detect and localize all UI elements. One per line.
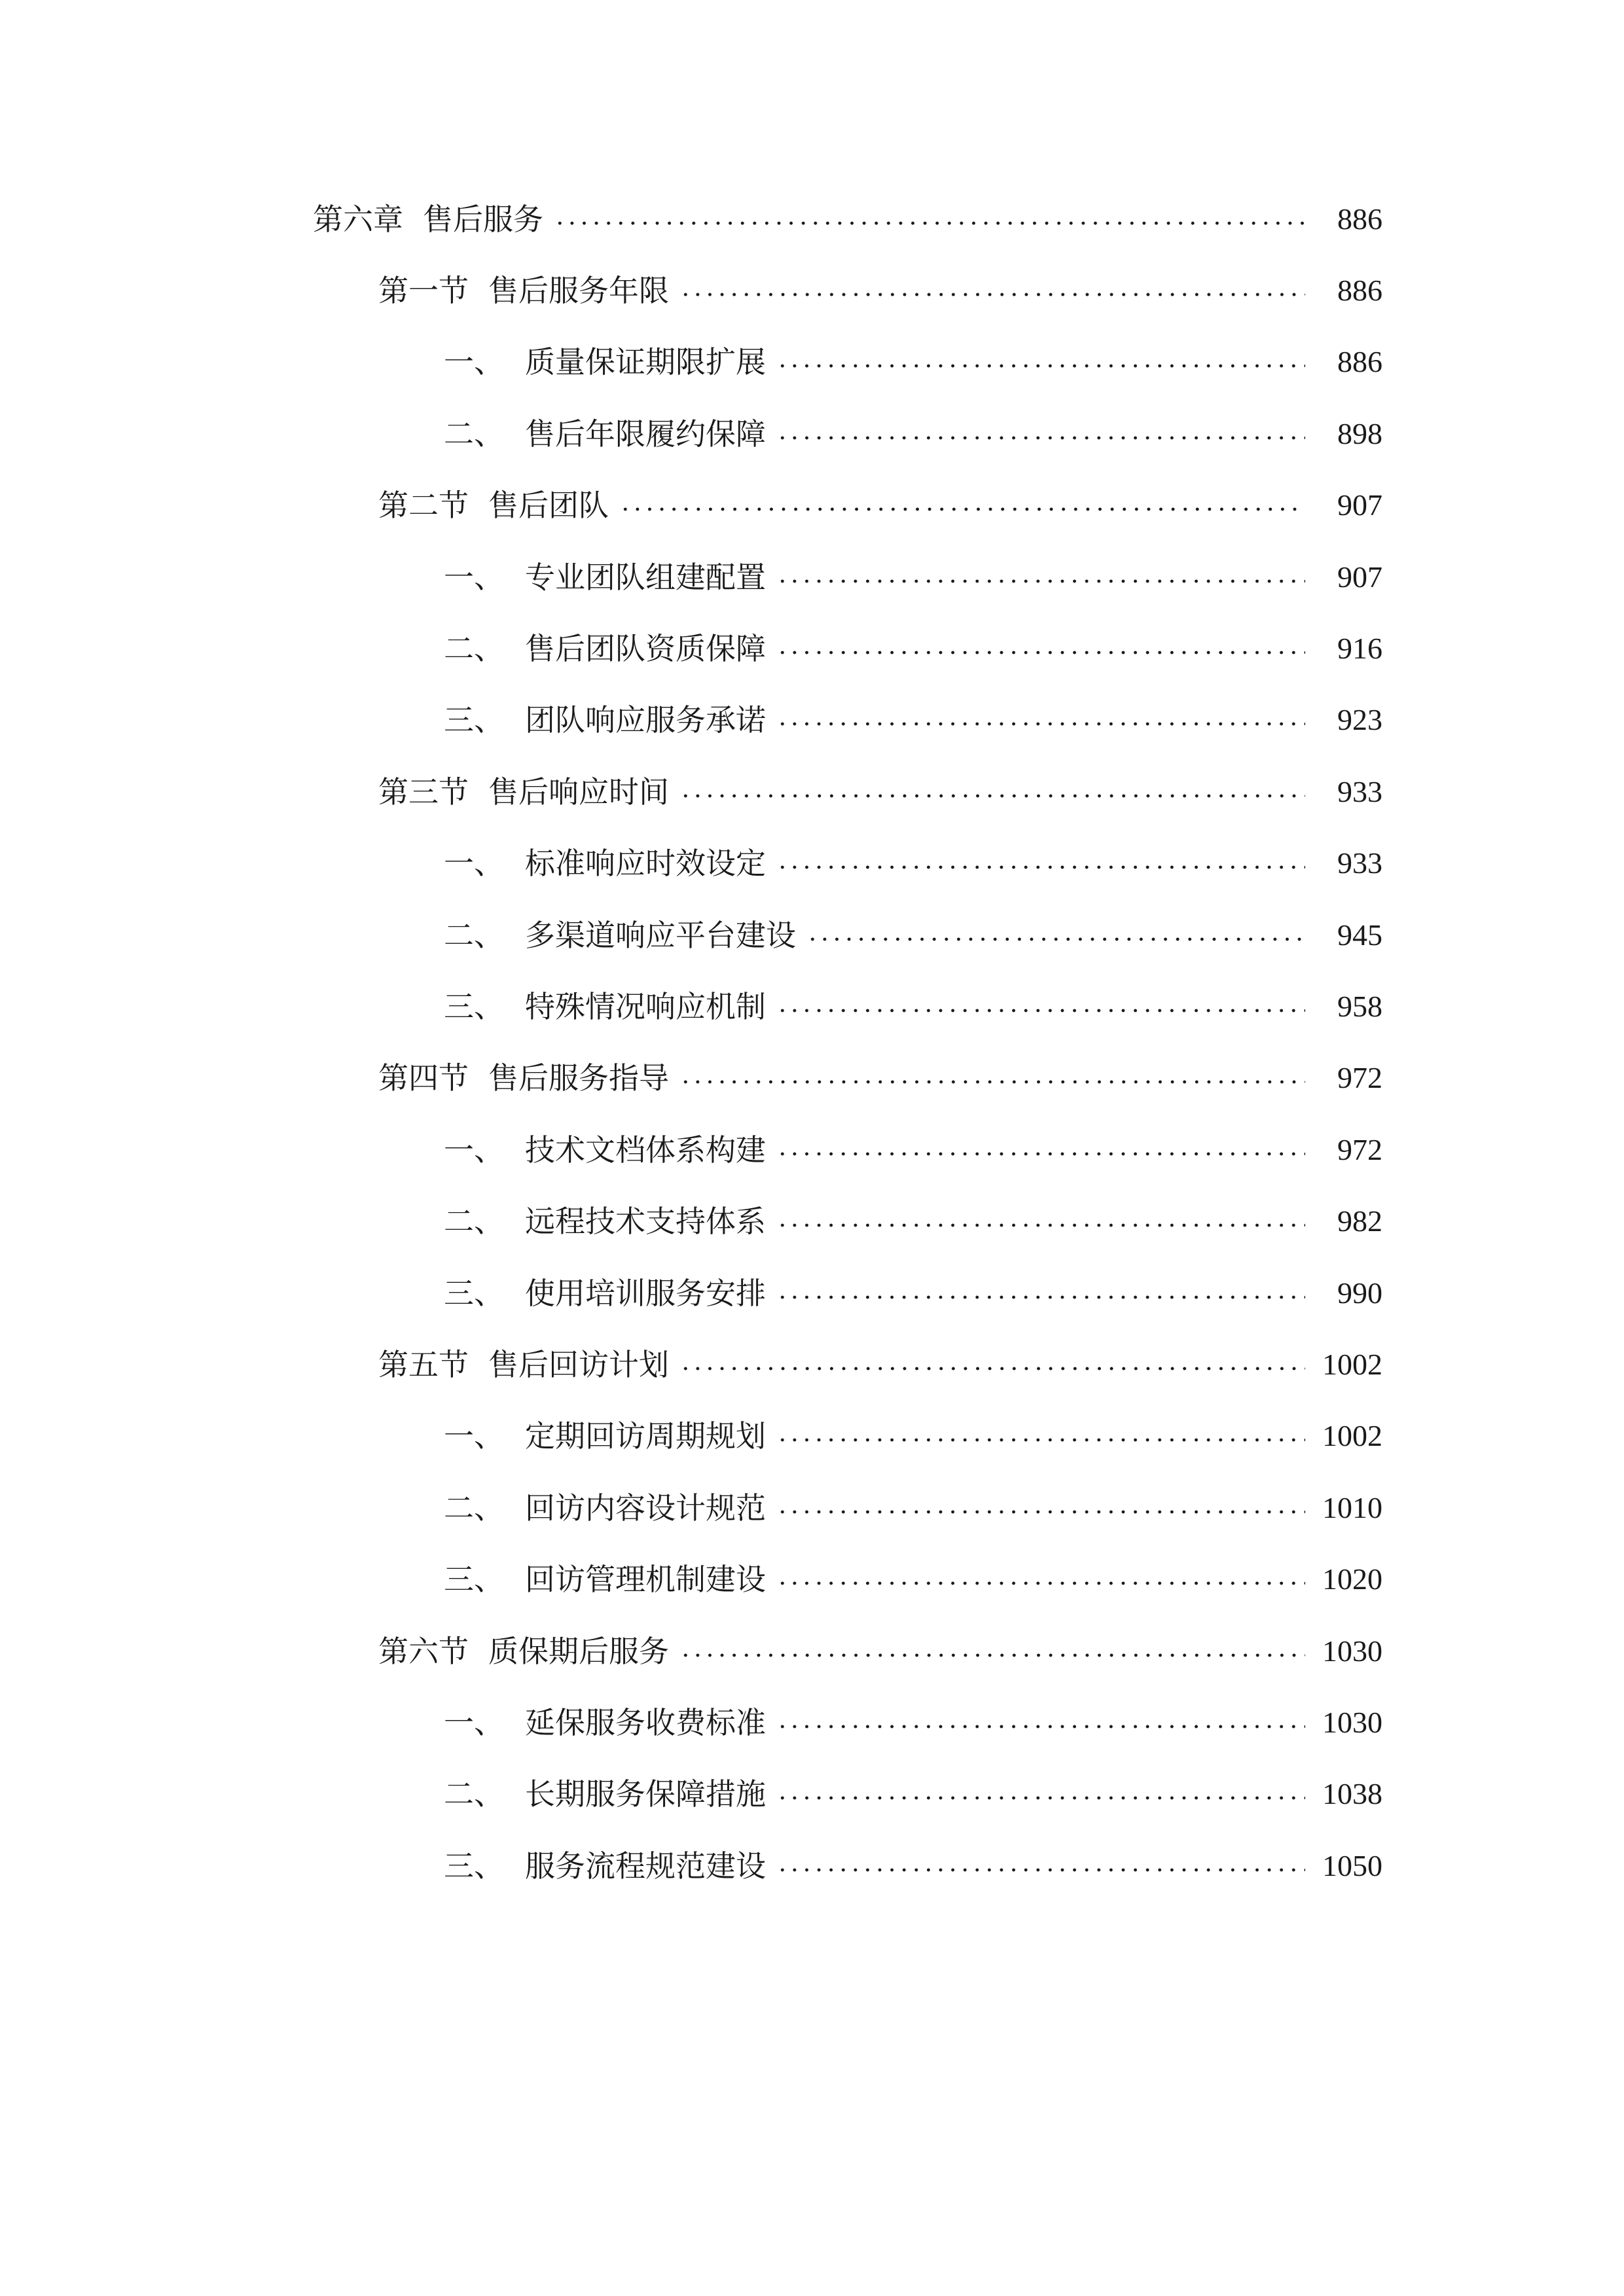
toc-entry-title: 售后团队资质保障 [525, 631, 766, 667]
toc-dot-leader [679, 1079, 1305, 1085]
toc-entry-label [378, 1346, 669, 1382]
toc-entry-number: 二、 [444, 1490, 504, 1526]
toc-page-number: 1038 [1322, 1777, 1382, 1811]
toc-entry-section[interactable] [313, 1615, 1382, 1687]
toc-entry-number: 第二节 [378, 488, 469, 524]
toc-entry-title: 专业团队组建配置 [525, 559, 766, 595]
toc-page-number: 933 [1337, 846, 1382, 880]
toc-entry-label [444, 1776, 766, 1812]
toc-entry-title: 质保期后服务 [488, 1633, 669, 1669]
toc-entry-number: 三、 [444, 1562, 504, 1598]
toc-dot-leader [679, 1365, 1305, 1372]
toc-entry-label [444, 917, 796, 953]
toc-entry-number: 二、 [444, 416, 504, 452]
toc-entry-title: 团队响应服务承诺 [525, 702, 766, 738]
toc-page-number: 1002 [1322, 1419, 1382, 1453]
toc-entry-subsection[interactable] [313, 1830, 1382, 1901]
toc-entry-subsection[interactable] [313, 1185, 1382, 1257]
toc-entry-number: 三、 [444, 702, 504, 738]
toc-entry-label [444, 988, 766, 1024]
toc-entry-number: 二、 [444, 1204, 504, 1240]
toc-entry-number: 第六节 [378, 1633, 469, 1669]
toc-entry-section[interactable] [313, 470, 1382, 541]
toc-entry-subsection[interactable] [313, 828, 1382, 899]
toc-entry-subsection[interactable] [313, 613, 1382, 684]
toc-entry-title: 使用培训服务安排 [525, 1275, 766, 1311]
toc-page-number: 907 [1337, 488, 1382, 522]
toc-page-number: 982 [1337, 1204, 1382, 1238]
toc-entry-label [378, 774, 669, 810]
toc-page-number: 916 [1337, 632, 1382, 666]
toc-entry-title: 售后年限履约保障 [525, 416, 766, 452]
toc-entry-section[interactable] [313, 1043, 1382, 1114]
toc-entry-title: 特殊情况响应机制 [525, 988, 766, 1024]
toc-entry-subsection[interactable] [313, 1759, 1382, 1830]
toc-dot-leader [776, 1222, 1305, 1229]
toc-dot-leader [679, 793, 1305, 799]
toc-dot-leader [679, 1652, 1305, 1659]
toc-entry-title: 售后团队 [488, 488, 609, 524]
toc-entry-label [444, 1704, 766, 1740]
toc-page-number: 1030 [1322, 1634, 1382, 1668]
toc-entry-number: 第四节 [378, 1060, 469, 1096]
toc-entry-number: 一、 [444, 1132, 504, 1168]
toc-entry-label [444, 702, 766, 738]
toc-entry-number: 一、 [444, 559, 504, 595]
toc-entry-label [378, 1060, 669, 1096]
toc-entry-subsection[interactable] [313, 899, 1382, 971]
toc-page-number: 923 [1337, 703, 1382, 737]
toc-entry-label [444, 631, 766, 667]
toc-entry-number: 三、 [444, 1848, 504, 1884]
toc-entry-subsection[interactable] [313, 1687, 1382, 1758]
toc-entry-section[interactable] [313, 255, 1382, 326]
toc-page-number: 1050 [1322, 1848, 1382, 1882]
toc-entry-label [378, 1633, 669, 1669]
toc-entry-title: 质量保证期限扩展 [525, 344, 766, 380]
toc-page-number: 1010 [1322, 1490, 1382, 1524]
toc-page-number: 933 [1337, 774, 1382, 808]
toc-entry-title: 售后服务指导 [488, 1060, 669, 1096]
toc-page-number: 972 [1337, 1061, 1382, 1095]
toc-entry-subsection[interactable] [313, 1114, 1382, 1185]
toc-entry-title: 标准响应时效设定 [525, 846, 766, 882]
toc-entry-label [444, 846, 766, 882]
toc-entry-number: 第六章 [313, 201, 403, 237]
toc-page-number: 1030 [1322, 1705, 1382, 1739]
toc-dot-leader [776, 721, 1305, 727]
toc-entry-title: 售后响应时间 [488, 774, 669, 810]
toc-entry-number: 二、 [444, 631, 504, 667]
toc-entry-title: 售后服务 [423, 201, 543, 237]
toc-entry-number: 一、 [444, 846, 504, 882]
table-of-contents [313, 183, 1382, 1901]
toc-dot-leader [776, 363, 1305, 369]
toc-entry-title: 售后服务年限 [488, 273, 669, 309]
toc-entry-label [444, 1204, 766, 1240]
toc-dot-leader [776, 1580, 1305, 1587]
toc-entry-title: 长期服务保障措施 [525, 1776, 766, 1812]
toc-entry-label [444, 416, 766, 452]
toc-entry-subsection[interactable] [313, 685, 1382, 756]
toc-entry-title: 定期回访周期规划 [525, 1418, 766, 1454]
toc-dot-leader [776, 864, 1305, 870]
toc-entry-subsection[interactable] [313, 971, 1382, 1042]
toc-entry-number: 二、 [444, 1776, 504, 1812]
toc-entry-number: 一、 [444, 1418, 504, 1454]
toc-entry-title: 服务流程规范建设 [525, 1848, 766, 1884]
toc-entry-title: 多渠道响应平台建设 [525, 917, 796, 953]
toc-page-number: 958 [1337, 989, 1382, 1023]
toc-entry-section[interactable] [313, 1329, 1382, 1400]
toc-entry-subsection[interactable] [313, 398, 1382, 469]
toc-entry-title: 远程技术支持体系 [525, 1204, 766, 1240]
toc-entry-title: 回访管理机制建设 [525, 1562, 766, 1598]
toc-page-number: 972 [1337, 1132, 1382, 1166]
toc-page-number: 886 [1337, 274, 1382, 308]
toc-entry-label [444, 559, 766, 595]
toc-entry-label [444, 1490, 766, 1526]
toc-entry-number: 三、 [444, 1275, 504, 1311]
toc-entry-title: 技术文档体系构建 [525, 1132, 766, 1168]
toc-dot-leader [776, 1867, 1305, 1873]
toc-entry-number: 第一节 [378, 273, 469, 309]
toc-dot-leader [776, 1007, 1305, 1014]
toc-page-number: 945 [1337, 918, 1382, 952]
toc-dot-leader [679, 291, 1305, 298]
toc-dot-leader [776, 1723, 1305, 1730]
toc-dot-leader [554, 220, 1305, 226]
toc-entry-label [313, 201, 543, 237]
toc-dot-leader [776, 649, 1305, 656]
toc-dot-leader [776, 1437, 1305, 1443]
toc-dot-leader [776, 578, 1305, 584]
toc-dot-leader [776, 1151, 1305, 1157]
toc-dot-leader [619, 506, 1305, 512]
toc-entry-label [378, 273, 669, 309]
toc-entry-number: 一、 [444, 344, 504, 380]
toc-entry-chapter[interactable] [313, 183, 1382, 255]
toc-dot-leader [806, 936, 1305, 942]
toc-dot-leader [776, 1509, 1305, 1515]
toc-page-number: 886 [1337, 202, 1382, 236]
toc-entry-number: 三、 [444, 988, 504, 1024]
toc-entry-number: 第三节 [378, 774, 469, 810]
toc-entry-number: 一、 [444, 1704, 504, 1740]
toc-entry-subsection[interactable] [313, 1401, 1382, 1472]
toc-entry-number: 第五节 [378, 1346, 469, 1382]
toc-entry-label [444, 1275, 766, 1311]
toc-entry-label [444, 344, 766, 380]
toc-page-number: 907 [1337, 560, 1382, 594]
toc-entry-label [444, 1848, 766, 1884]
toc-page-number: 886 [1337, 345, 1382, 379]
toc-entry-subsection[interactable] [313, 541, 1382, 613]
toc-page-number: 1002 [1322, 1347, 1382, 1381]
toc-entry-label [444, 1132, 766, 1168]
toc-dot-leader [776, 1795, 1305, 1801]
toc-entry-subsection[interactable] [313, 1472, 1382, 1543]
toc-entry-subsection[interactable] [313, 1543, 1382, 1615]
toc-entry-label [378, 488, 609, 524]
toc-entry-section[interactable] [313, 756, 1382, 827]
toc-dot-leader [776, 1294, 1305, 1300]
toc-entry-title: 售后回访计划 [488, 1346, 669, 1382]
toc-entry-subsection[interactable] [313, 1257, 1382, 1329]
toc-entry-label [444, 1562, 766, 1598]
toc-page-number: 990 [1337, 1276, 1382, 1310]
toc-dot-leader [776, 435, 1305, 441]
toc-entry-number: 二、 [444, 917, 504, 953]
toc-entry-label [444, 1418, 766, 1454]
toc-entry-title: 延保服务收费标准 [525, 1704, 766, 1740]
toc-entry-title: 回访内容设计规范 [525, 1490, 766, 1526]
toc-page-number: 898 [1337, 416, 1382, 450]
toc-entry-subsection[interactable] [313, 327, 1382, 398]
toc-page-number: 1020 [1322, 1562, 1382, 1596]
